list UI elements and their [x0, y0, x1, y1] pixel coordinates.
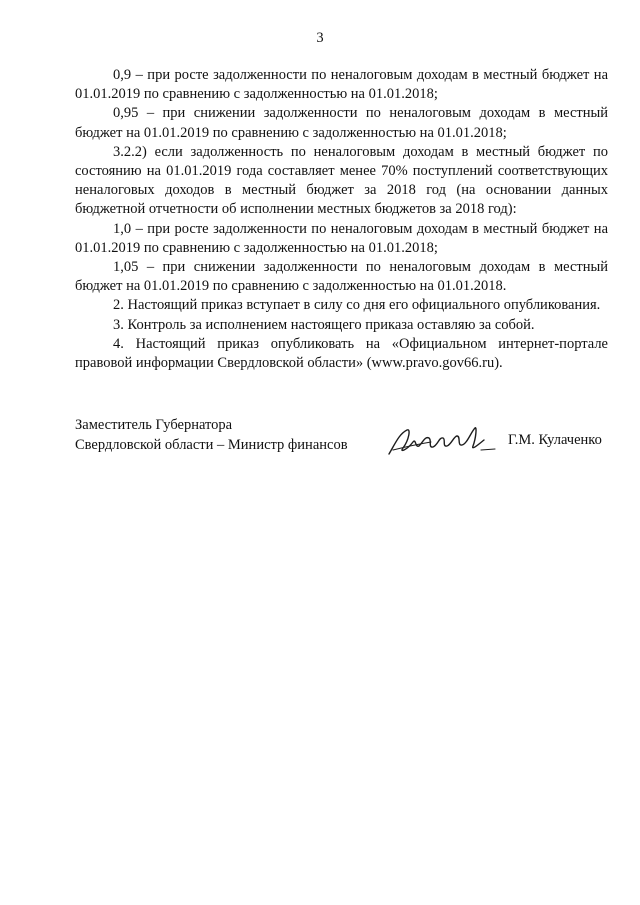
paragraph-coef-1-05: 1,05 – при снижении задолженности по неналоговым доходам в местный бюджет на 01.01.2019 по сравнению с задолженностью на 01.01.2018. — [75, 259, 608, 295]
position-line-1: Заместитель Губернатора — [75, 417, 233, 433]
position-line-2: Свердловской области – Министр финансов — [75, 436, 348, 453]
paragraph-coef-1-0: 1,0 – при росте задолженности по неналоговым доходам в местный бюджет на 01.01.2019 по сравнению с задолженностью на 01.01.2018; — [75, 220, 608, 256]
paragraph-item-2: 2. Настоящий приказ вступает в силу со дня его официального опубликования. — [113, 297, 601, 314]
paragraph-3-2-2: 3.2.2) если задолженность по неналоговым доходам в местный бюджет по состоянию на 01.01.2019 года составляет менее 70% поступлений соответствующих неналоговых доходов в местный бюджет за 2018 год (на основании данных бюджетной отчетности об исполнении местных бюджетов за 2018 год): — [75, 143, 608, 218]
signatory-position — [75, 416, 348, 455]
paragraph-coef-0-95: 0,95 – при снижении задолженности по неналоговым доходам в местный бюджет на 01.01.2019 по сравнению с задолженностью на 01.01.2018; — [75, 105, 608, 141]
signatory-name: Г.М. Кулаченко — [508, 432, 602, 448]
paragraph-item-3: 3. Контроль за исполнением настоящего приказа оставляю за собой. — [113, 316, 535, 333]
page-number: 3 — [316, 30, 324, 46]
handwritten-signature — [385, 420, 497, 460]
paragraph-item-4: 4. Настоящий приказ опубликовать на «Официальном интернет-портале правовой информации Свердловской области» (www.pravo.gov66.ru). — [75, 335, 608, 372]
paragraph-coef-0-9: 0,9 – при росте задолженности по неналоговым доходам в местный бюджет на 01.01.2019 по сравнению с задолженностью на 01.01.2018; — [75, 67, 608, 103]
document-body — [75, 66, 608, 373]
